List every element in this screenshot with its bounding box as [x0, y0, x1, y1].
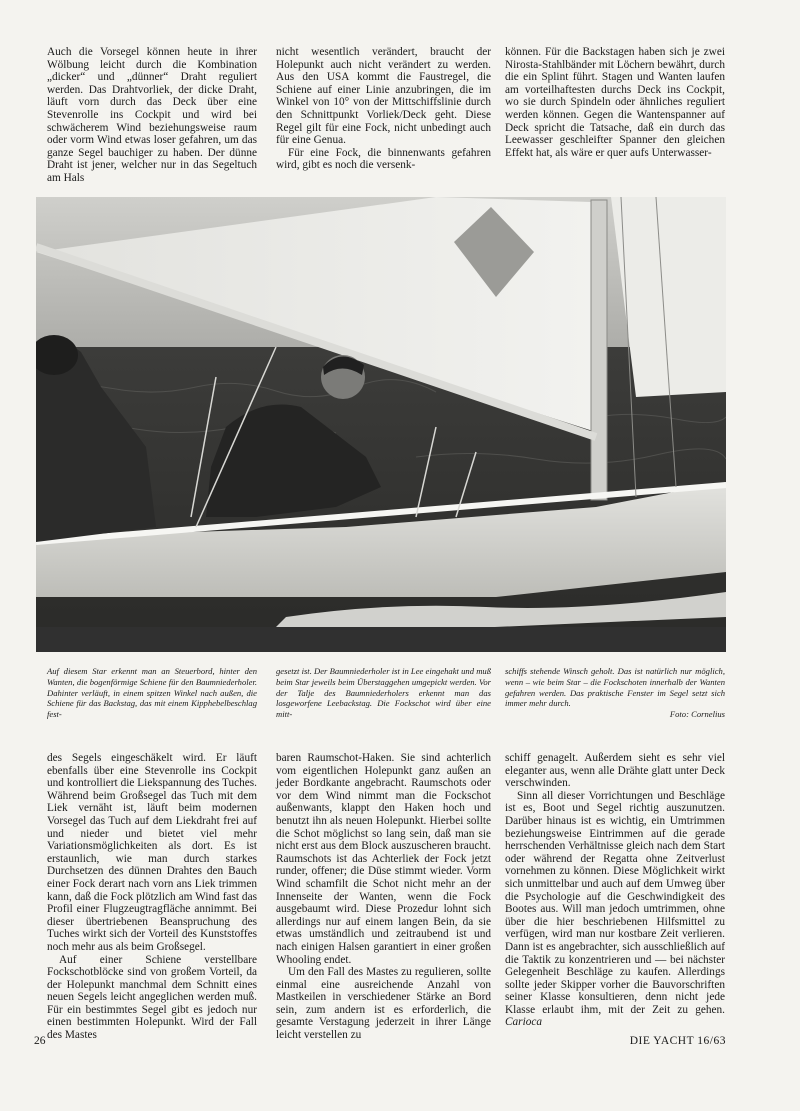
paragraph: baren Raumschot-Haken. Sie sind achterlich vom eigentlichen Holepunkt ganz außen an jeder Bordkante angebracht. Raumschots oder vor dem Wind nimmt man die Fockschot außenwants, klappt den Haken hoch und benutzt ihn als neuen Holepunkt. Hierbei sollte die Schot möglichst so lang sein, daß man sie nicht erst aus dem Block auszuscheren braucht. Raumschots ist das Achterliek der Fock jetzt runder, offener; die Düse stimmt wieder. Vorm Wind schamfilt die Schot nicht mehr an der Innenseite der Wanten, wenn die Fock ausgebaumt wird. Diese Prozedur lohnt sich allerdings nur auf einem langen Bein, da sie etwas umständlich und zeitraubend ist und nach einigen Halsen garantiert in einer großen Whooling endet. — [276, 752, 491, 966]
paragraph — [505, 790, 725, 1029]
article-bottom-column-2 — [276, 752, 491, 1042]
paragraph: Für eine Fock, die binnenwants gefahren wird, gibt es noch die versenk- — [276, 146, 491, 172]
page-number: 26 — [34, 1035, 46, 1047]
paragraph: Auf einer Schiene verstellbare Fockschotblöcke sind von großem Vorteil, da der Holepunkt manchmal dem Schnitt eines neuen Segels leicht angeglichen werden muß. Für ein bestimmtes Segel gibt es jedoch nur einen bestimmten Holepunkt. Wird der Fall des Mastes — [47, 953, 257, 1042]
paragraph: schiff genagelt. Außerdem sieht es sehr viel eleganter aus, wenn alle Drähte glatt unter Deck verschwinden. — [505, 752, 725, 790]
paragraph: Um den Fall des Mastes zu regulieren, sollte einmal eine ausreichende Anzahl von Mastkeilen in verschiedener Stärke an Bord sein, zum andern ist es erforderlich, die gesamte Verstagung jederzeit in ihrer Länge leicht verstellen zu — [276, 966, 491, 1042]
photo-credit: Foto: Cornelius — [669, 709, 725, 720]
paragraph: des Segels eingeschäkelt wird. Er läuft ebenfalls über eine Stevenrolle ins Cockpit und kontrolliert die Liekspannung des Tuches. Während beim Großsegel das Tuch mit dem Liek vernäht ist, läuft beim modernen Vorsegel das Tuch auf dem Liekdraht frei auf und nieder und bietet viel mehr Variationsmöglichkeiten als dort. Es ist erstaunlich, wie man durch starkes Durchsetzen des dünnen Drahtes den Bauch einer Fock derart nach vorn ans Liek trimmen kann, daß die Fock plötzlich am Wind fast das Profil einer Flugzeugtragfläche annimmt. Bei dieser übertriebenen Beanspruchung des Tuches wirkt sich der Vorteil des Kunststoffes noch mehr aus als beim Großsegel. — [47, 752, 257, 953]
photo-caption-2: gesetzt ist. Der Baumniederholer ist in Lee eingehakt und muß beim Star jeweils beim Überstaggehen umgepickt werden. Vor der Talje des Baumniederholers erkennt man das losgeworfene Leebackstag. Die Fockschot wird über eine mitt- — [276, 666, 491, 720]
article-bottom-column-1 — [47, 752, 257, 1042]
author-signature: Carioca — [505, 1016, 543, 1029]
caption-text: schiffs stehende Winsch geholt. Das ist natürlich nur möglich, wenn – wie beim Star – die Fockschoten innerhalb der Wanten gefahren werden. Das praktische Fenster im Segel setzt sich immer mehr durch. — [505, 666, 725, 709]
paragraph: Auch die Vorsegel können heute in ihrer Wölbung leicht durch die Kombination „dicker“ und „dünner“ Draht reguliert werden. Das Drahtvorliek, der dicke Draht, läuft vorn durch das Deck über eine Stevenrolle ins Cockpit und wird bei schwächerem Wind beziehungsweise raum oder vorm Wind etwas loser gefahren, um das ganze Segel bauchiger zu haben. Der dünne Draht ist jener, welcher nur in das Segeltuch am Hals — [47, 46, 257, 184]
article-top-column-1 — [47, 46, 257, 185]
paragraph: nicht wesentlich verändert, braucht der Holepunkt auch nicht verändert zu werden. Aus den USA kommt die Faustregel, die Schiene auf einer Linie anzubringen, die im Winkel von 10° von der Mittschiffslinie durch den Schnittpunkt Vorliek/Deck geht. Diese Regel gilt für eine Fock, nicht unbedingt auch für eine Genua. — [276, 46, 491, 147]
photo-caption-3 — [505, 666, 725, 720]
article-top-column-2 — [276, 46, 491, 172]
article-bottom-column-3 — [505, 752, 725, 1029]
photo-caption-1: Auf diesem Star erkennt man an Steuerbord, hinter den Wanten, die bogenförmige Schiene für den Baumniederholer. Dahinter verläuft, in einem spitzen Winkel nach außen, die Schiene für das Backstag, das mit einem Kipphebelbeschlag fest- — [47, 666, 257, 720]
paragraph-text: Sinn all dieser Vorrichtungen und Beschläge ist es, Boot und Segel richtig auszunutzen. Darüber hinaus ist es wichtig, ein Umtrimmen beziehungsweise Eintrimmen auf die gerade herrschenden Verhältnisse gleich nach dem Start oder während der Regatta ohne Zeitverlust vornehmen zu können. Diese Möglichkeit wirkt sich unmittelbar und auch auf dem Umweg über die Psychologie auf die Geschwindigkeit des Bootes aus. Will man jedoch umtrimmen, ohne über die hier beschriebenen Hilfsmittel zu verfügen, wird man nur kostbare Zeit verlieren. Dann ist es angebrachter, sich ausschließlich auf die Taktik zu konzentrieren und — bei nächster Gelegenheit Beschläge zu kaufen. Allerdings sollte jeder Skipper vorher die Bauvorschriften seiner Klasse konsultieren, denn nicht jede Klasse erlaubt ihm, mit der Zeit zu gehen. — [505, 789, 725, 1016]
magazine-issue: DIE YACHT 16/63 — [629, 1035, 726, 1047]
star-class-sailboat-photo — [36, 197, 726, 652]
sailboat-photo — [36, 197, 726, 652]
article-top-column-3 — [505, 46, 725, 159]
paragraph: können. Für die Backstagen haben sich je zwei Nirosta-Stahlbänder mit Löchern bewährt, durch die ein Splint führt. Stagen und Wanten laufen am vorteilhaftesten durchs Deck ins Cockpit, wo sie durch Spindeln oder ähnliches reguliert werden können. Gegen die Wantenspanner auf Deck spricht die Tatsache, daß ein durch das Leewasser geschleifter Spanner den gleichen Effekt hat, als wäre er quer aufs Unterwasser- — [505, 46, 725, 159]
